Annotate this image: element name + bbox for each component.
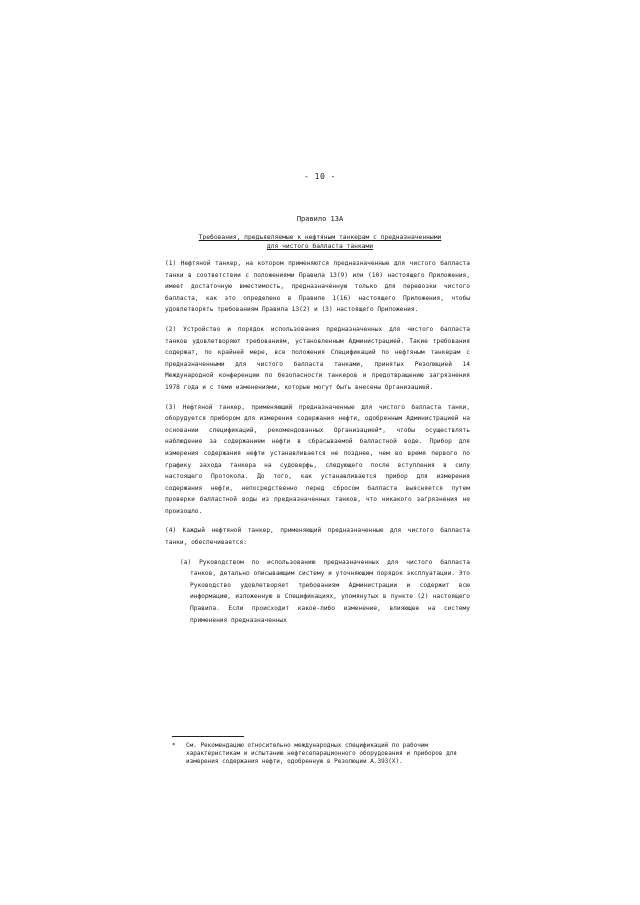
rule-title: Правило 13А xyxy=(296,215,344,223)
footnote-text: См. Рекомендацию относительно международных спецификаций по рабочим характеристикам и испытанию нефтесепарационного оборудования и приборов для измерения содержания нефти, одобренную в Резолюции А.393(Х). xyxy=(186,742,457,766)
footnote-divider xyxy=(172,736,244,737)
rule-body xyxy=(165,258,470,626)
rule-heading xyxy=(170,233,470,251)
paragraph-1: (1) Нефтяной танкер, на котором применяются предназначенные для чистого балласта танки в соответствии с положениями Правила 13(9) или (10) настоящего Приложения, имеет достаточную вместимость, предназначенную только для перевозки чистого балласта, как это определено в Правиле 1(16) настоящего Приложения, чтобы удовлетворять требованиям Правила 13(2) и (3) настоящего Приложения. xyxy=(165,260,470,314)
heading-line-2: для чистого балласта танками xyxy=(266,243,374,250)
paragraph-4: (4) Каждый нефтяной танкер, применяющий предназначенные для чистого балласта танки, обеспечивается: xyxy=(165,527,470,547)
page-number: - 10 - xyxy=(304,172,336,181)
footnote xyxy=(172,742,462,767)
paragraph-3: (3) Нефтяной танкер, применяющий предназначенные для чистого балласта танки, оборудуется прибором для измерения содержания нефти, одобренным Администрацией на основании спецификаций, рекомендованных Организацией*, чтобы осуществлять наблюдение за содержанием нефти в сбрасываемой балластной воде. Прибор для измерения содержания нефти устанавливается не позднее, чем во время первого по графику захода танкера на судоверфь, следующего после вступления в силу настоящего Протокола. До того, как устанавливается прибор для измерения содержания нефти, непосредственно перед сбросом балласта выясняется путем проверки балластной воды из предназначенных танков, что никакого загрязнения не произошло. xyxy=(165,403,470,515)
subitem-a: (a) Руководством по использованию предназначенных для чистого балласта танков, детально описывающим систему и уточняющим порядок эксплуатации. Это Руководство удовлетворяет требованиям Администрации и содержит всю информацию, изложенную в Спецификациях, упомянутых в пункте (2) настоящего Правила. Если происходит какое-либо изменение, влияющее на систему применения предназначенных xyxy=(180,558,470,624)
footnote-mark: * xyxy=(172,742,176,749)
paragraph-2: (2) Устройство и порядок использования предназначенных для чистого балласта танков удовлетворяют требованиям, установленным Администрацией. Такие требования содержат, по крайней мере, все положения Спецификаций по нефтяным танкерам с предназначенными для чистого балласта танками, принятых Резолюцией 14 Международной конференции по безопасности танкеров и предотвращению загрязнения 1978 года и с теми изменениями, которые могут быть внесены Организацией. xyxy=(165,325,470,391)
heading-line-1: Требования, предъявляемые к нефтяным танкерам с предназначенными xyxy=(198,234,442,241)
